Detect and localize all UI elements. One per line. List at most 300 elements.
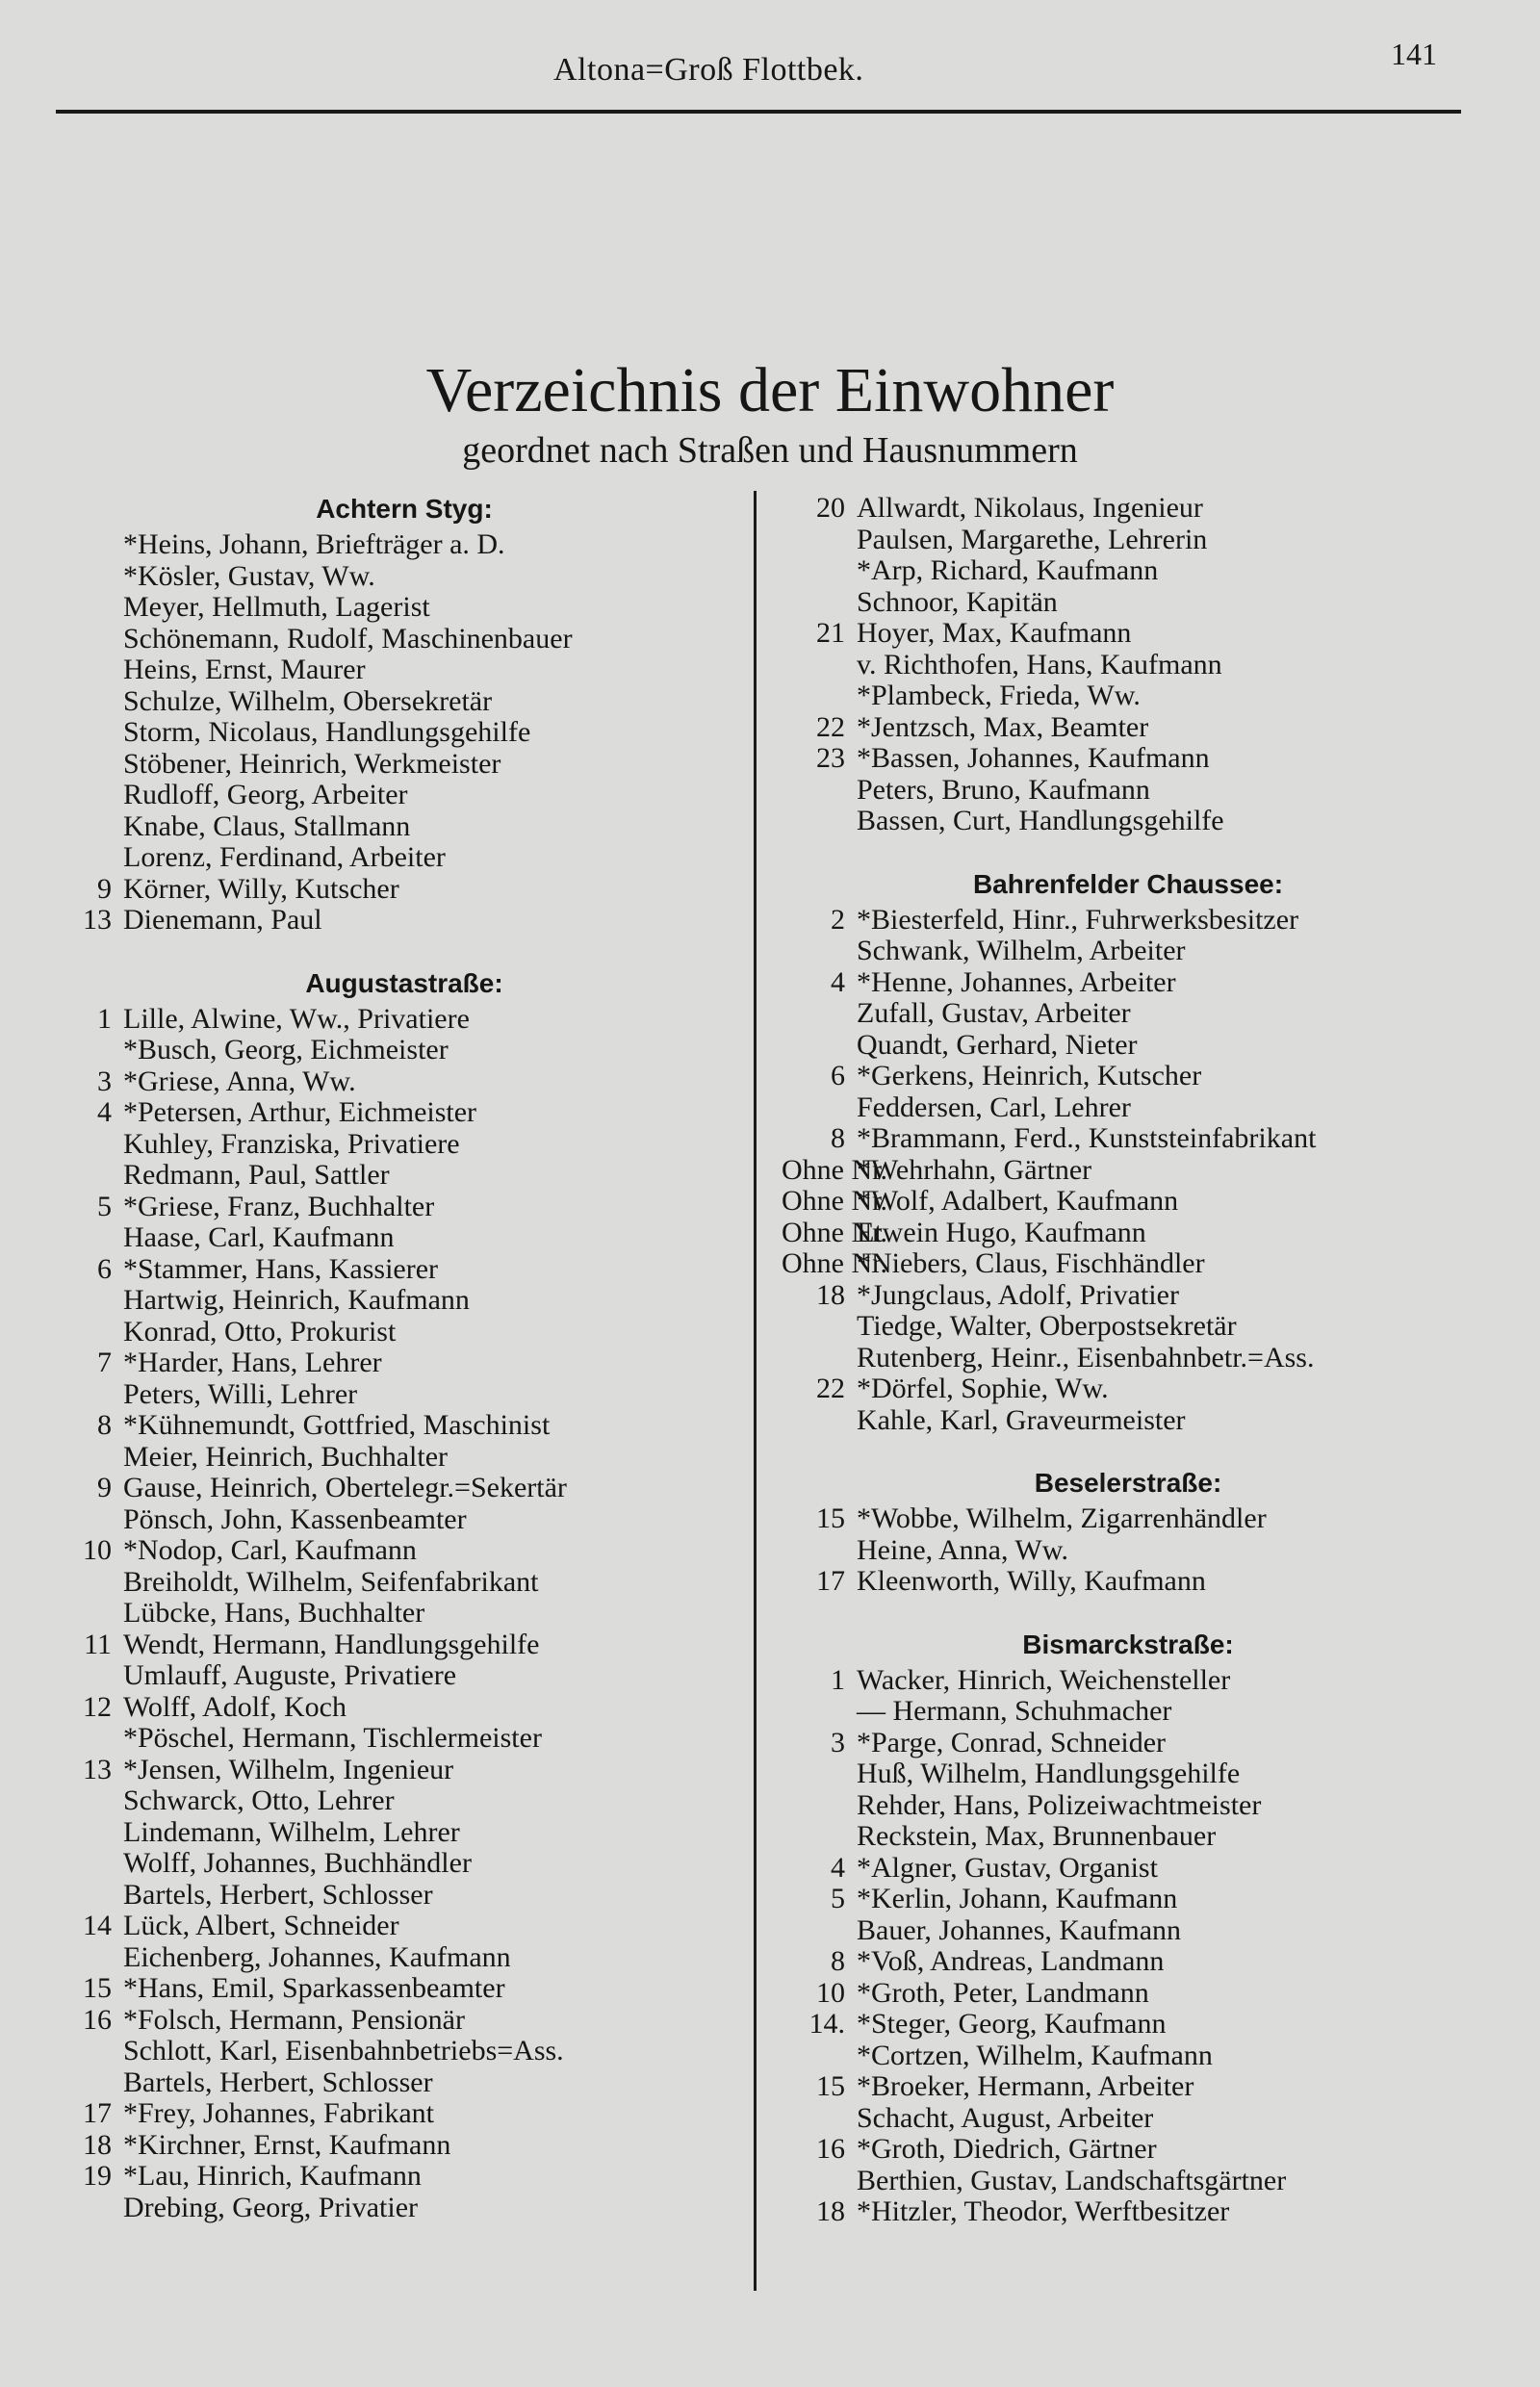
house-number: 6	[97, 1252, 112, 1285]
resident-text: v. Richthofen, Hans, Kaufmann	[857, 648, 1222, 680]
resident-text: — Hermann, Schuhmacher	[857, 1695, 1172, 1727]
street-heading: Achtern Styg:	[316, 494, 493, 524]
resident-text: Lille, Alwine, Ww., Privatiere	[123, 1002, 470, 1035]
house-number: 19	[83, 2160, 112, 2192]
resident-text: Hartwig, Heinrich, Kaufmann	[123, 1284, 470, 1316]
house-number: 8	[97, 1409, 112, 1441]
resident-entry	[58, 1911, 751, 1942]
resident-entry	[782, 1218, 1475, 1249]
resident-entry	[782, 2166, 1475, 2197]
resident-text: Schönemann, Rudolf, Maschinenbauer	[123, 622, 573, 654]
resident-entry	[782, 905, 1475, 937]
house-number	[782, 650, 857, 681]
house-number	[58, 1942, 123, 1974]
house-number: 21	[816, 617, 845, 649]
resident-text: *Kösler, Gustav, Ww.	[123, 559, 375, 592]
resident-entry	[58, 1880, 751, 1912]
resident-entry	[58, 561, 751, 593]
house-number	[782, 555, 857, 587]
resident-entry	[782, 1248, 1475, 1280]
resident-text: Konrad, Otto, Prokurist	[123, 1315, 397, 1348]
resident-text: Tiedge, Walter, Oberpostsekretär	[857, 1310, 1237, 1342]
house-number	[58, 1848, 123, 1880]
resident-entry	[782, 1978, 1475, 2010]
house-number	[58, 1035, 123, 1066]
house-number: Ohne Nr.	[782, 1247, 887, 1279]
resident-entry	[58, 2193, 751, 2224]
resident-text: Schulze, Wilhelm, Obersekretär	[123, 684, 493, 717]
resident-text: Heins, Ernst, Maurer	[123, 654, 366, 685]
resident-entry	[782, 525, 1475, 556]
resident-entry	[58, 1567, 751, 1599]
resident-text: *Griese, Franz, Buchhalter	[123, 1190, 435, 1222]
resident-entry	[782, 1696, 1475, 1728]
resident-text: Schnoor, Kapitän	[857, 585, 1058, 618]
resident-text: Breiholdt, Wilhelm, Seifenfabrikant	[123, 1565, 539, 1598]
resident-entry	[58, 811, 751, 843]
left-column	[58, 493, 751, 2223]
resident-entry	[58, 1785, 751, 1817]
resident-text: Bartels, Herbert, Schlosser	[123, 2066, 433, 2098]
resident-text: Körner, Willy, Kutscher	[123, 872, 399, 905]
resident-text: Gause, Heinrich, Obertelegr.=Sekertär	[123, 1472, 567, 1503]
resident-entry	[782, 775, 1475, 807]
resident-text: *Parge, Conrad, Schneider	[857, 1726, 1167, 1758]
house-number	[782, 1535, 857, 1567]
resident-text: *Groth, Peter, Landmann	[857, 1976, 1149, 2009]
resident-text: *Frey, Johannes, Fabrikant	[123, 2097, 434, 2129]
house-number: 4	[831, 1851, 845, 1884]
house-number	[58, 1660, 123, 1692]
resident-text: Huß, Wilhelm, Handlungsgehilfe	[857, 1758, 1241, 1789]
document-title: Verzeichnis der Einwohner	[425, 355, 1115, 425]
resident-text: *Bassen, Johannes, Kaufmann	[857, 742, 1210, 774]
resident-text: Zufall, Gustav, Arbeiter	[857, 997, 1131, 1029]
house-number: 4	[97, 1096, 112, 1128]
house-number	[58, 624, 123, 655]
house-number: Ohne Nr.	[782, 1216, 887, 1248]
house-number	[782, 1790, 857, 1822]
house-number	[58, 1160, 123, 1192]
house-number: 17	[816, 1565, 845, 1597]
house-number: 22	[816, 710, 845, 743]
house-number	[58, 2067, 123, 2099]
resident-entry	[782, 1821, 1475, 1853]
resident-entry	[782, 1790, 1475, 1822]
resident-text: *Wobbe, Wilhelm, Zigarrenhändler	[857, 1502, 1267, 1534]
house-number: 13	[83, 1753, 112, 1785]
resident-text: *Jungclaus, Adolf, Privatier	[857, 1278, 1179, 1311]
resident-text: *Petersen, Arthur, Eichmeister	[123, 1096, 477, 1128]
house-number: 4	[831, 965, 845, 998]
resident-text: Eichenberg, Johannes, Kaufmann	[123, 1940, 511, 1973]
house-number: 15	[83, 1972, 112, 2004]
resident-entry	[782, 650, 1475, 681]
resident-entry	[58, 1535, 751, 1567]
house-number: 17	[83, 2097, 112, 2129]
house-number: 22	[816, 1373, 845, 1404]
resident-text: Allwardt, Nikolaus, Ingenieur	[857, 492, 1203, 524]
house-number: 8	[831, 1945, 845, 1977]
resident-entry	[782, 1030, 1475, 1062]
resident-text: Storm, Nicolaus, Handlungsgehilfe	[123, 716, 531, 748]
resident-entry	[782, 1665, 1475, 1697]
resident-text: *Nodop, Carl, Kaufmann	[123, 1534, 417, 1566]
house-number: 2	[831, 903, 845, 936]
house-number: 14	[83, 1910, 112, 1941]
section-gap	[58, 937, 751, 967]
resident-text: *Wehrhahn, Gärtner	[857, 1153, 1092, 1186]
resident-text: Schwarck, Otto, Lehrer	[123, 1784, 395, 1816]
house-number	[782, 1311, 857, 1343]
resident-entry	[782, 2009, 1475, 2040]
house-number: 18	[816, 1278, 845, 1311]
resident-text: Meier, Heinrich, Buchhalter	[123, 1440, 449, 1473]
resident-entry	[782, 743, 1475, 775]
resident-text: *Brammann, Ferd., Kunststeinfabrikant	[857, 1122, 1317, 1154]
resident-text: Quandt, Gerhard, Nieter	[857, 1028, 1138, 1061]
resident-text: *Niebers, Claus, Fischhändler	[857, 1247, 1205, 1279]
resident-text: *Dörfel, Sophie, Ww.	[857, 1373, 1109, 1404]
house-number: 1	[831, 1663, 845, 1696]
resident-entry	[782, 1092, 1475, 1124]
house-number: 3	[97, 1065, 112, 1097]
resident-entry	[782, 493, 1475, 525]
resident-entry	[782, 1311, 1475, 1343]
house-number	[782, 1696, 857, 1728]
resident-entry	[58, 1348, 751, 1379]
resident-entry	[58, 2005, 751, 2037]
resident-entry	[58, 1035, 751, 1066]
resident-entry	[782, 2134, 1475, 2166]
resident-text: Berthien, Gustav, Landschaftsgärtner	[857, 2164, 1287, 2196]
resident-text: *Broeker, Hermann, Arbeiter	[857, 2070, 1194, 2102]
resident-text: Bartels, Herbert, Schlosser	[123, 1878, 433, 1911]
resident-entry	[58, 1973, 751, 2005]
resident-entry	[782, 1915, 1475, 1947]
house-number	[58, 1817, 123, 1849]
resident-entry	[58, 2098, 751, 2130]
house-number: 6	[831, 1060, 845, 1091]
house-number	[58, 529, 123, 561]
resident-entry	[58, 1222, 751, 1254]
resident-entry	[58, 1285, 751, 1317]
house-number	[58, 811, 123, 843]
resident-entry	[58, 1004, 751, 1036]
house-number	[58, 686, 123, 718]
resident-entry	[58, 717, 751, 749]
house-number: 13	[83, 904, 112, 936]
resident-entry	[782, 1535, 1475, 1567]
resident-text: Kuhley, Franziska, Privatiere	[123, 1127, 460, 1160]
resident-text: Reckstein, Max, Brunnenbauer	[857, 1820, 1217, 1852]
resident-text: *Harder, Hans, Lehrer	[123, 1347, 382, 1378]
resident-text: *Cortzen, Wilhelm, Kaufmann	[857, 2039, 1213, 2071]
resident-text: Paulsen, Margarethe, Lehrerin	[857, 523, 1208, 555]
resident-entry	[58, 1254, 751, 1286]
right-column	[782, 493, 1475, 2228]
resident-text: Hoyer, Max, Kaufmann	[857, 617, 1132, 649]
street-heading: Beselerstraße:	[1034, 1468, 1222, 1498]
house-number	[782, 775, 857, 807]
resident-entry	[58, 842, 751, 874]
house-number	[782, 2103, 857, 2135]
resident-entry	[58, 1066, 751, 1098]
resident-text: *Plambeck, Frieda, Ww.	[857, 680, 1141, 711]
house-number: 14.	[808, 2008, 845, 2040]
resident-text: *Gerkens, Heinrich, Kutscher	[857, 1060, 1202, 1091]
house-number	[782, 1758, 857, 1790]
resident-entry	[782, 680, 1475, 712]
house-number	[58, 1317, 123, 1348]
house-number	[782, 1915, 857, 1947]
resident-text: Rudloff, Georg, Arbeiter	[123, 779, 408, 810]
resident-entry	[58, 1317, 751, 1348]
house-number: 15	[816, 2070, 845, 2102]
house-number: 5	[831, 1883, 845, 1914]
house-number	[782, 806, 857, 837]
column-divider	[754, 491, 757, 2291]
resident-text: Feddersen, Carl, Lehrer	[857, 1091, 1131, 1123]
house-number	[782, 1030, 857, 1062]
resident-text: Schwank, Wilhelm, Arbeiter	[857, 935, 1186, 966]
resident-entry	[782, 967, 1475, 999]
resident-entry	[782, 936, 1475, 967]
resident-entry	[782, 618, 1475, 650]
resident-text: *Henne, Johannes, Arbeiter	[857, 965, 1176, 998]
resident-text: *Groth, Diedrich, Gärtner	[857, 2133, 1157, 2165]
resident-entry	[58, 1692, 751, 1724]
resident-entry	[58, 1504, 751, 1536]
resident-entry	[58, 1630, 751, 1661]
resident-text: *Hitzler, Theodor, Werftbesitzer	[857, 2195, 1230, 2227]
resident-text: *Pöschel, Hermann, Tischlermeister	[123, 1722, 542, 1754]
street-heading: Augustastraße:	[305, 967, 503, 998]
house-number	[58, 780, 123, 811]
house-number: 16	[816, 2133, 845, 2165]
resident-entry	[782, 555, 1475, 587]
house-number	[782, 2166, 857, 2197]
resident-entry	[782, 806, 1475, 837]
resident-entry	[58, 1379, 751, 1411]
resident-text: *Folsch, Hermann, Pensionär	[123, 2003, 465, 2036]
house-number: 18	[83, 2128, 112, 2161]
page-header	[0, 29, 1540, 87]
resident-entry	[58, 654, 751, 686]
resident-entry	[58, 1473, 751, 1504]
house-number	[782, 1343, 857, 1374]
resident-text: *Griese, Anna, Ww.	[123, 1065, 356, 1097]
house-number: 11	[84, 1628, 112, 1660]
house-number	[782, 998, 857, 1030]
street-heading: Bahrenfelder Chaussee:	[972, 868, 1284, 899]
resident-entry	[782, 1061, 1475, 1092]
resident-text: Rutenberg, Heinr., Eisenbahnbetr.=Ass.	[857, 1341, 1315, 1373]
resident-text: Pönsch, John, Kassenbeamter	[123, 1502, 467, 1535]
house-number	[58, 1285, 123, 1317]
house-number	[58, 1129, 123, 1161]
resident-entry	[58, 2161, 751, 2193]
house-number	[58, 1567, 123, 1599]
resident-text: *Jentzsch, Max, Beamter	[857, 710, 1149, 743]
resident-entry	[58, 1598, 751, 1630]
resident-text: Drebing, Georg, Privatier	[123, 2191, 419, 2223]
resident-entry	[58, 2130, 751, 2162]
section-gap	[782, 837, 1475, 868]
house-number	[782, 680, 857, 712]
resident-text: *Kirchner, Ernst, Kaufmann	[123, 2128, 451, 2161]
house-number	[782, 525, 857, 556]
house-number	[58, 1222, 123, 1254]
resident-entry	[782, 2103, 1475, 2135]
house-number	[58, 561, 123, 593]
resident-text: Lück, Albert, Schneider	[123, 1910, 399, 1941]
house-number	[58, 1723, 123, 1755]
resident-text: Rehder, Hans, Polizeiwachtmeister	[857, 1788, 1262, 1821]
resident-entry	[782, 1503, 1475, 1535]
resident-text: Bassen, Curt, Handlungsgehilfe	[857, 805, 1224, 836]
resident-text: Schacht, August, Arbeiter	[857, 2101, 1154, 2134]
resident-entry	[782, 1343, 1475, 1374]
resident-text: *Biesterfeld, Hinr., Fuhrwerksbesitzer	[857, 903, 1299, 936]
resident-text: Lorenz, Ferdinand, Arbeiter	[123, 841, 446, 873]
resident-text: *Algner, Gustav, Organist	[857, 1851, 1158, 1884]
resident-entry	[58, 780, 751, 811]
house-number	[782, 2040, 857, 2072]
house-number	[782, 1405, 857, 1437]
resident-text: Umlauff, Auguste, Privatiere	[123, 1659, 457, 1691]
house-number	[58, 1504, 123, 1536]
house-number	[58, 1598, 123, 1630]
house-number: 1	[97, 1002, 112, 1035]
house-number: 8	[831, 1122, 845, 1154]
resident-entry	[782, 587, 1475, 619]
resident-text: *Steger, Georg, Kaufmann	[857, 2008, 1167, 2040]
house-number	[58, 749, 123, 781]
resident-text: *Voß, Andreas, Landmann	[857, 1945, 1165, 1977]
house-number	[782, 936, 857, 967]
house-number	[58, 654, 123, 686]
section-gap	[782, 1598, 1475, 1629]
house-number: 15	[816, 1502, 845, 1534]
house-number	[58, 1442, 123, 1474]
resident-entry	[782, 1946, 1475, 1978]
house-number	[58, 1785, 123, 1817]
resident-entry	[58, 1129, 751, 1161]
resident-entry	[58, 592, 751, 624]
resident-text: Wendt, Hermann, Handlungsgehilfe	[123, 1628, 540, 1660]
house-number: 5	[97, 1190, 112, 1222]
house-number: Ohne Nr.	[782, 1185, 887, 1217]
resident-entry	[58, 2036, 751, 2067]
house-number: 18	[816, 2195, 845, 2227]
resident-entry	[58, 686, 751, 718]
resident-text: *Busch, Georg, Eichmeister	[123, 1034, 449, 1065]
resident-text: Peters, Willi, Lehrer	[123, 1377, 358, 1410]
house-number	[782, 587, 857, 619]
resident-text: Knabe, Claus, Stallmann	[123, 809, 411, 842]
house-number	[58, 1379, 123, 1411]
document-subtitle: geordnet nach Straßen und Hausnummern	[462, 430, 1078, 471]
resident-text: Stöbener, Heinrich, Werkmeister	[123, 747, 501, 780]
resident-text: Haase, Carl, Kaufmann	[123, 1221, 395, 1253]
resident-text: Peters, Bruno, Kaufmann	[857, 773, 1150, 806]
house-number: 12	[83, 1690, 112, 1723]
resident-text: Kleenworth, Willy, Kaufmann	[857, 1565, 1206, 1597]
house-number: 3	[831, 1726, 845, 1758]
resident-entry	[58, 1160, 751, 1192]
resident-entry	[782, 2040, 1475, 2072]
house-number: 16	[83, 2003, 112, 2036]
resident-entry	[782, 1280, 1475, 1312]
resident-entry	[58, 624, 751, 655]
resident-text: Bauer, Johannes, Kaufmann	[857, 1913, 1182, 1946]
house-number: Ohne Nr.	[782, 1153, 887, 1186]
resident-text: *Stammer, Hans, Kassierer	[123, 1252, 439, 1285]
resident-entry	[782, 1566, 1475, 1598]
resident-entry	[782, 712, 1475, 744]
house-number	[58, 842, 123, 874]
resident-entry	[782, 998, 1475, 1030]
resident-text: *Heins, Johann, Briefträger a. D.	[123, 528, 505, 560]
house-number: 10	[816, 1976, 845, 2009]
resident-entry	[58, 749, 751, 781]
house-number	[58, 2036, 123, 2067]
house-number	[58, 717, 123, 749]
resident-entry	[782, 1373, 1475, 1405]
resident-entry	[58, 1660, 751, 1692]
resident-entry	[58, 874, 751, 906]
resident-entry	[782, 1123, 1475, 1155]
resident-text: Redmann, Paul, Sattler	[123, 1159, 390, 1191]
resident-entry	[782, 1853, 1475, 1885]
running-header: Altona=Groß Flottbek.	[553, 52, 864, 88]
house-number: 7	[97, 1347, 112, 1378]
resident-entry	[58, 1755, 751, 1786]
section-gap	[782, 1436, 1475, 1467]
resident-text: Schlott, Karl, Eisenbahnbetriebs=Ass.	[123, 2035, 564, 2066]
house-number	[58, 2193, 123, 2224]
page-number: 141	[1391, 37, 1437, 71]
resident-entry	[58, 1848, 751, 1880]
resident-text: *Lau, Hinrich, Kaufmann	[123, 2160, 422, 2192]
resident-text: Meyer, Hellmuth, Lagerist	[123, 591, 430, 623]
resident-entry	[58, 1192, 751, 1223]
house-number: 9	[97, 1472, 112, 1503]
resident-text: *Kerlin, Johann, Kaufmann	[857, 1883, 1178, 1914]
house-number	[782, 1092, 857, 1124]
resident-entry	[782, 2071, 1475, 2103]
resident-entry	[58, 1410, 751, 1442]
resident-entry	[58, 1817, 751, 1849]
house-number: 10	[83, 1534, 112, 1566]
resident-text: Kahle, Karl, Graveurmeister	[857, 1403, 1186, 1436]
resident-entry	[782, 2196, 1475, 2228]
resident-entry	[58, 1723, 751, 1755]
house-number: 20	[816, 492, 845, 524]
header-rule	[56, 110, 1461, 114]
resident-text: *Jensen, Wilhelm, Ingenieur	[123, 1753, 454, 1785]
resident-text: Heine, Anna, Ww.	[857, 1533, 1068, 1566]
resident-entry	[58, 1097, 751, 1129]
resident-entry	[782, 1758, 1475, 1790]
resident-text: Lindemann, Wilhelm, Lehrer	[123, 1815, 460, 1848]
resident-text: Wacker, Hinrich, Weichensteller	[857, 1663, 1231, 1696]
house-number	[58, 592, 123, 624]
resident-text: *Arp, Richard, Kaufmann	[857, 554, 1159, 586]
resident-text: Dienemann, Paul	[123, 904, 322, 936]
house-number	[58, 1880, 123, 1912]
